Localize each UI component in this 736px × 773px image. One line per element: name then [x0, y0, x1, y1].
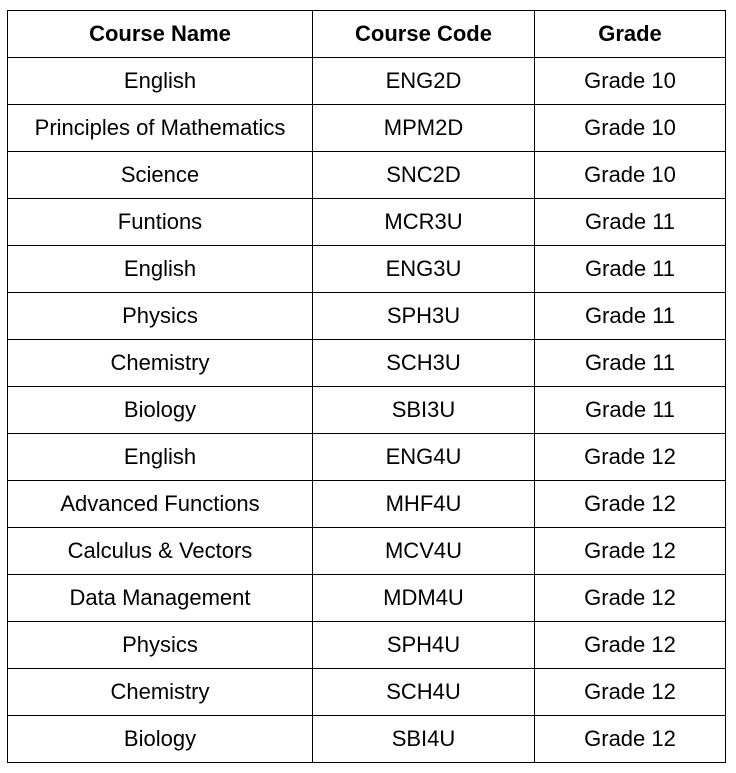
course-name-cell: Chemistry: [8, 669, 313, 716]
table-row: [8, 622, 726, 669]
grade-cell: Grade 11: [535, 199, 726, 246]
grade-cell: Grade 12: [535, 669, 726, 716]
grade-cell: Grade 12: [535, 434, 726, 481]
grade-cell: Grade 12: [535, 716, 726, 763]
grade-cell: Grade 11: [535, 387, 726, 434]
table-row: [8, 528, 726, 575]
course-name-cell: Data Management: [8, 575, 313, 622]
course-code-cell: MDM4U: [313, 575, 535, 622]
table-row: [8, 293, 726, 340]
course-code-cell: SPH4U: [313, 622, 535, 669]
course-name-cell: English: [8, 58, 313, 105]
course-code-cell: SPH3U: [313, 293, 535, 340]
column-header-course-code: Course Code: [313, 11, 535, 58]
course-code-cell: MCR3U: [313, 199, 535, 246]
course-name-cell: English: [8, 434, 313, 481]
course-code-cell: SBI3U: [313, 387, 535, 434]
column-header-course-name: Course Name: [8, 11, 313, 58]
course-code-cell: SCH3U: [313, 340, 535, 387]
table-row: [8, 481, 726, 528]
table-row: [8, 434, 726, 481]
grade-cell: Grade 10: [535, 152, 726, 199]
course-name-cell: Science: [8, 152, 313, 199]
column-header-grade: Grade: [535, 11, 726, 58]
course-code-cell: MCV4U: [313, 528, 535, 575]
table-row: [8, 199, 726, 246]
table-row: [8, 152, 726, 199]
course-code-cell: SCH4U: [313, 669, 535, 716]
grade-cell: Grade 12: [535, 622, 726, 669]
course-name-cell: Biology: [8, 387, 313, 434]
table-row: [8, 105, 726, 152]
grade-cell: Grade 11: [535, 293, 726, 340]
course-name-cell: Calculus & Vectors: [8, 528, 313, 575]
grade-cell: Grade 10: [535, 105, 726, 152]
course-name-cell: Biology: [8, 716, 313, 763]
course-code-cell: ENG2D: [313, 58, 535, 105]
course-code-cell: ENG4U: [313, 434, 535, 481]
grade-cell: Grade 11: [535, 340, 726, 387]
table-row: [8, 387, 726, 434]
table-row: [8, 716, 726, 763]
course-code-cell: ENG3U: [313, 246, 535, 293]
course-name-cell: English: [8, 246, 313, 293]
course-name-cell: Physics: [8, 293, 313, 340]
table-row: [8, 246, 726, 293]
grade-cell: Grade 12: [535, 575, 726, 622]
course-code-cell: MHF4U: [313, 481, 535, 528]
grade-cell: Grade 11: [535, 246, 726, 293]
table-row: [8, 575, 726, 622]
course-code-cell: SBI4U: [313, 716, 535, 763]
header-row: [8, 11, 726, 58]
table-row: [8, 340, 726, 387]
table-row: [8, 669, 726, 716]
course-name-cell: Funtions: [8, 199, 313, 246]
course-table: [7, 10, 726, 763]
course-name-cell: Principles of Mathematics: [8, 105, 313, 152]
grade-cell: Grade 10: [535, 58, 726, 105]
course-code-cell: SNC2D: [313, 152, 535, 199]
grade-cell: Grade 12: [535, 481, 726, 528]
course-name-cell: Physics: [8, 622, 313, 669]
grade-cell: Grade 12: [535, 528, 726, 575]
course-code-cell: MPM2D: [313, 105, 535, 152]
course-name-cell: Chemistry: [8, 340, 313, 387]
course-name-cell: Advanced Functions: [8, 481, 313, 528]
table-row: [8, 58, 726, 105]
